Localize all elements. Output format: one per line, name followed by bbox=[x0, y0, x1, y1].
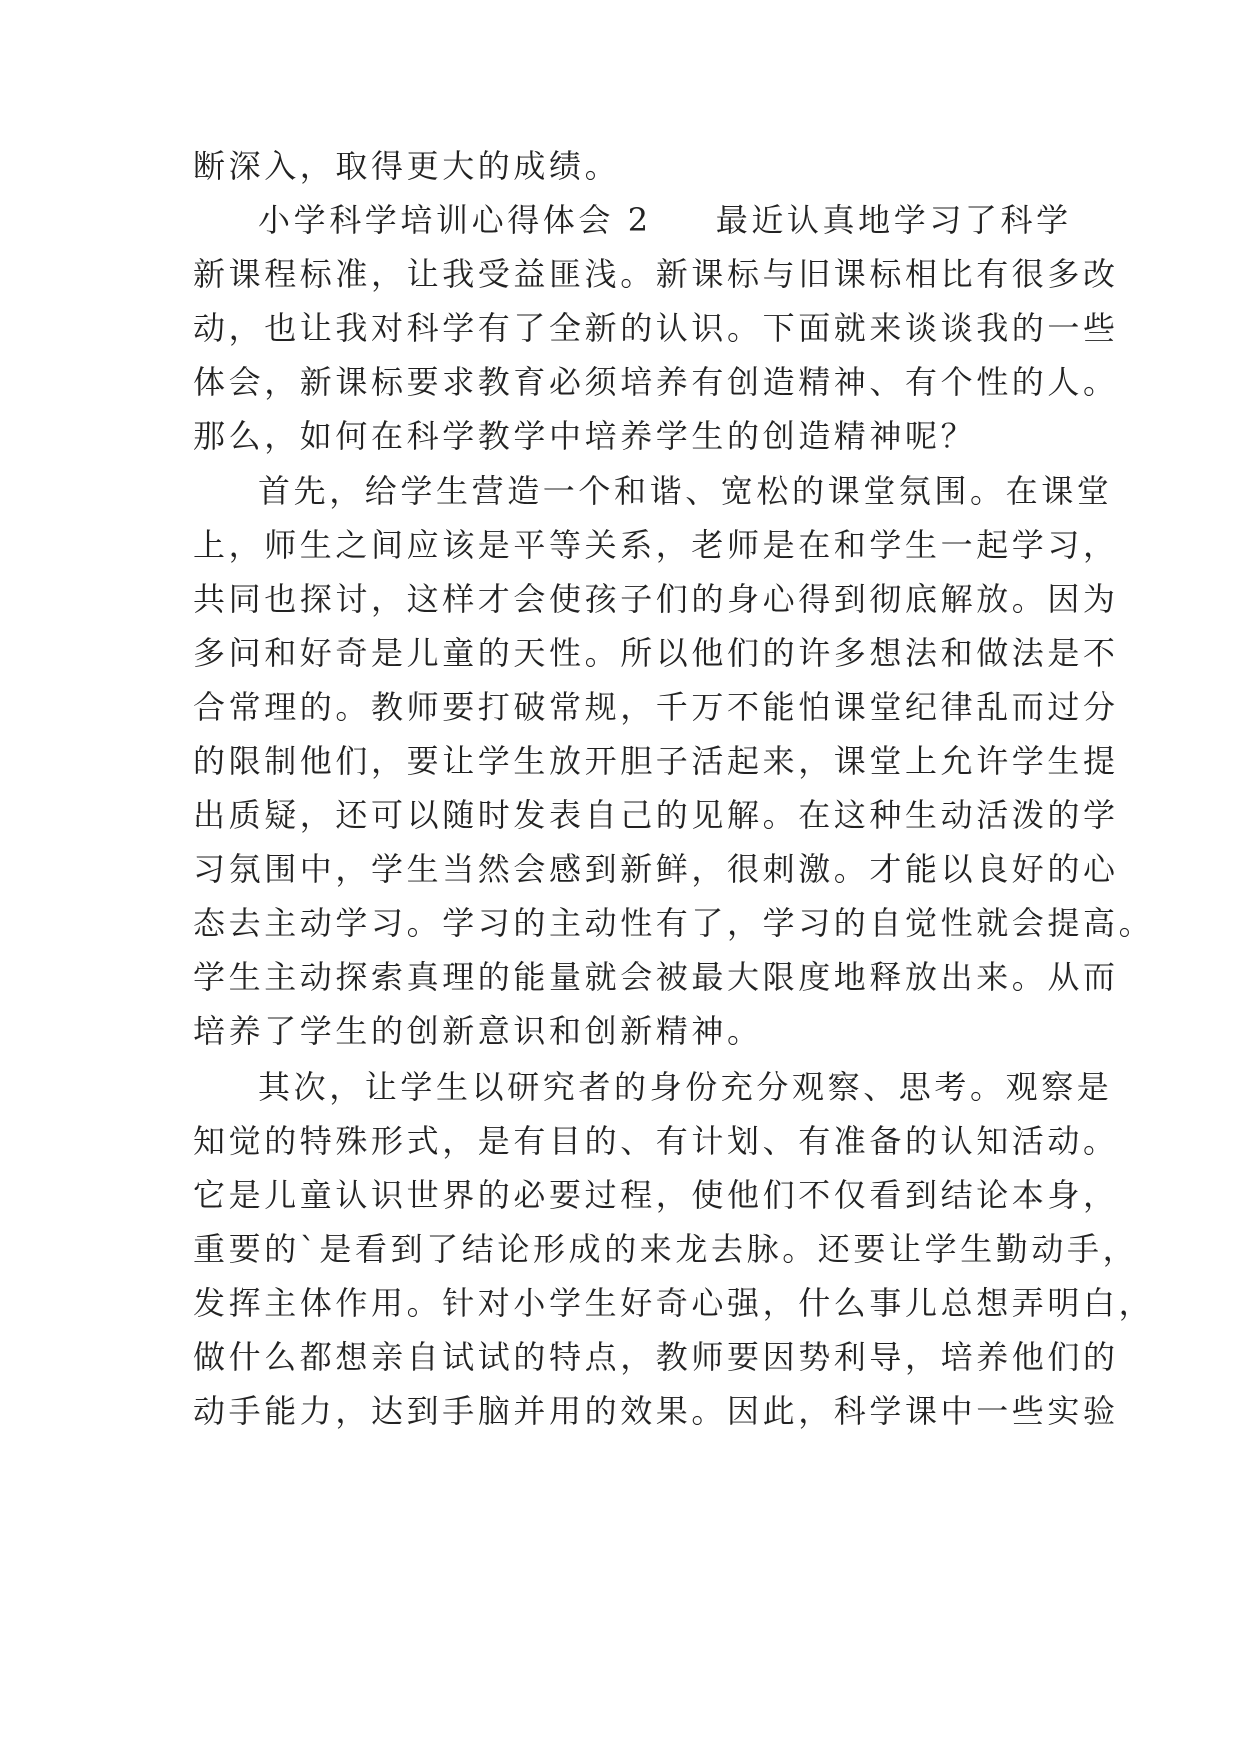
text-line-12: 的限制他们，要让学生放开胆子活起来，课堂上允许学生提 bbox=[193, 742, 1119, 780]
text-line-4: 动，也让我对科学有了全新的认识。下面就来谈谈我的一些 bbox=[193, 309, 1119, 347]
text-line-24: 动手能力，达到手脑并用的效果。因此，科学课中一些实验 bbox=[193, 1392, 1119, 1430]
section-heading-line bbox=[258, 195, 1072, 245]
section-first-sentence: 最近认真地学习了科学 bbox=[715, 201, 1072, 239]
text-line-16: 学生主动探索真理的能量就会被最大限度地释放出来。从而 bbox=[193, 958, 1119, 996]
section-title: 小学科学培训心得体会 2 bbox=[258, 201, 652, 239]
text-line-20: 它是儿童认识世界的必要过程，使他们不仅看到结论本身， bbox=[193, 1176, 1119, 1214]
paragraph-start-line: 首先，给学生营造一个和谐、宽松的课堂氛围。在课堂 bbox=[258, 472, 1113, 510]
text-line-10: 多问和好奇是儿童的天性。所以他们的许多想法和做法是不 bbox=[193, 634, 1119, 672]
text-line-5: 体会，新课标要求教育必须培养有创造精神、有个性的人。 bbox=[193, 363, 1119, 401]
text-line-23: 做什么都想亲自试试的特点，教师要因势利导，培养他们的 bbox=[193, 1338, 1119, 1376]
text-line-8: 上，师生之间应该是平等关系，老师是在和学生一起学习， bbox=[193, 526, 1119, 564]
text-line-6: 那么，如何在科学教学中培养学生的创造精神呢？ bbox=[193, 417, 977, 455]
text-line-21: 重要的`是看到了结论形成的来龙去脉。还要让学生勤动手， bbox=[193, 1230, 1139, 1268]
text-line-1: 断深入，取得更大的成绩。 bbox=[193, 147, 621, 185]
text-line-19: 知觉的特殊形式，是有目的、有计划、有准备的认知活动。 bbox=[193, 1122, 1119, 1160]
text-line-9: 共同也探讨，这样才会使孩子们的身心得到彻底解放。因为 bbox=[193, 580, 1119, 618]
text-line-13: 出质疑，还可以随时发表自己的见解。在这种生动活泼的学 bbox=[193, 796, 1119, 834]
text-line-3: 新课程标准，让我受益匪浅。新课标与旧课标相比有很多改 bbox=[193, 255, 1119, 293]
text-line-11: 合常理的。教师要打破常规，千万不能怕课堂纪律乱而过分 bbox=[193, 688, 1119, 726]
text-line-22: 发挥主体作用。针对小学生好奇心强，什么事儿总想弄明白， bbox=[193, 1284, 1155, 1322]
text-line-15: 态去主动学习。学习的主动性有了，学习的自觉性就会提高。 bbox=[193, 904, 1155, 942]
paragraph-start-line: 其次，让学生以研究者的身份充分观察、思考。观察是 bbox=[258, 1068, 1113, 1106]
text-line-17: 培养了学生的创新意识和创新精神。 bbox=[193, 1012, 763, 1050]
text-line-14: 习氛围中，学生当然会感到新鲜，很刺激。才能以良好的心 bbox=[193, 850, 1119, 888]
